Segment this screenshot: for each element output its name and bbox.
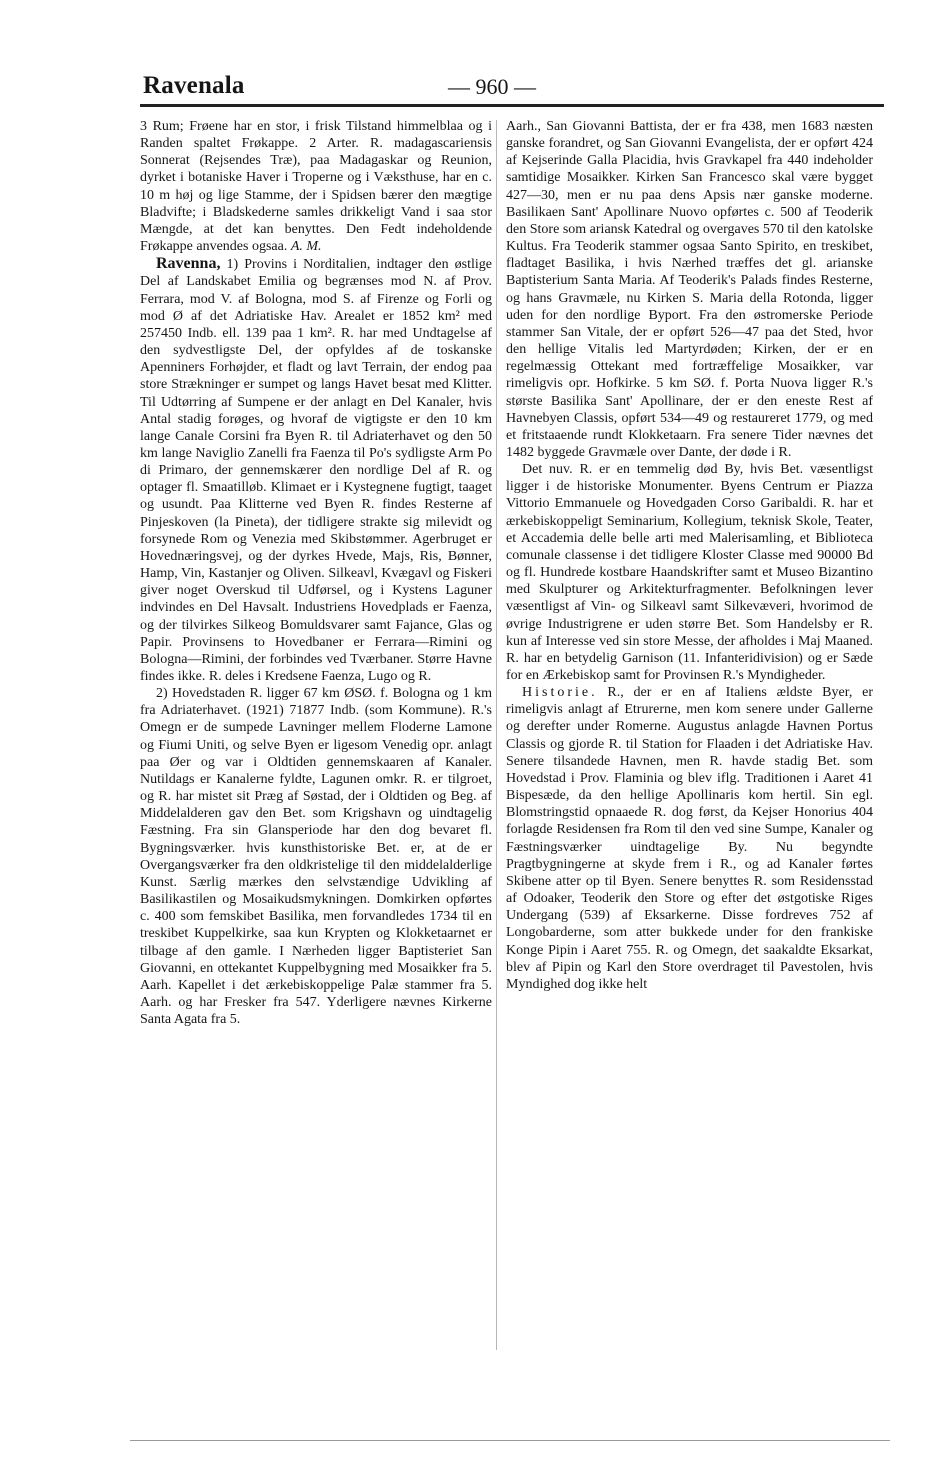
ravenna-entry: Ravenna, 1) Provins i Norditalien, indtager den østlige Del af Landskabet Emilia og begrænses mod N. af Prov. Ferrara, mod V. af Bologna, mod S. af Firenze og Forli og mod Ø af det Adriatiske Hav. Arealet er 1852 km² med 257450 Indb. ell. 139 paa 1 km². R. har med Undtagelse af den sydvestligste Del, der opfyldes af de toskanske Apenniners Forhøjder, et fladt og lavt Terrain, der endog paa store Strækninger er sumpet og langs Havet besat med Klitter. Til Udtørring af Sumpene er der anlagt en Del Kanaler, hvis Antal stadig forøges, og hvoraf de vigtigste er den 10 km lange Canale Corsini fra Byen R. til Adriaterhavet og den 50 km lange Naviglio Zanelli fra Faenza til Po's sydligste Arm Po di Primaro, der gennemskærer den nordlige Del af R. og optager fl. Smaatilløb. Klimaet er i Kystegnene fugtigt, taaget og usundt. Paa Klitterne ved Byen R. findes Resterne af Pinjeskoven (la Pineta), der tidligere strakte sig milevidt og forsynede Rom og Venezia med Skibstømmer. Agerbruget er Hovednæringsvej, og der dyrkes Hvede, Majs, Ris, Bønner, Hamp, Vin, Kastanjer og Oliven. Silkeavl, Kvægavl og Fiskeri giver noget Overskud til Udførsel, og i Kystens Laguner indvindes en Del Havsalt. Industriens Hovedplads er Faenza, og der tilvirkes Silkeog Bomuldsvarer samt Fajance, Glas og Papir. Provinsens to Hovedbaner er Ferrara—Rimini og Bologna—Rimini, der forbindes ved Tværbaner. Større Havne findes ikke. R. deles i Kredsene Faenza, Lugo og R.	[140, 255, 492, 684]
section-label-historie: Historie.	[522, 685, 598, 701]
ravenala-entry-end: 3 Rum; Frøene har en stor, i frisk Tilstand himmelblaa og i Randen spaltet Frøkappe. 2 Arter. R. madagascariensis Sonnerat (Rejsendes Træ), paa Madagaskar og Reunion, dyrket i botaniske Haver i Troperne og i Væksthuse, har en c. 10 m høj og lige Stamme, der i Spidsen bærer den mægtige Bladvifte; i Bladskederne samles drikkeligt Vand i saa stor Mængde, at det kan benyttes. Den Fedt indeholdende Frøkappe anvendes ogsaa. A. M.	[140, 119, 492, 255]
ravenna-city-paragraph: 2) Hovedstaden R. ligger 67 km ØSØ. f. Bologna og 1 km fra Adriaterhavet. (1921) 71877 Indb. (som Kommune). R.'s Omegn er de sumpede Lavninger mellem Floderne Lamone og Fiumi Uniti, og selve Byen er ligesom Venedig opr. anlagt paa Øer og var i Oldtiden gennemskaaren af Kanaler. Nutildags er Kanalerne fyldte, Lagunen omkr. R. er tilgroet, og R. har mistet sit Præg af Søstad, der i Oldtiden og Beg. af Middelalderen gav den Bet. som Krigshavn og uindtagelig Fæstning. Fra sin Glansperiode har den dog bevaret fl. Bygningsværker. hvis kunsthistoriske Bet. er, at de er Overgangsværker fra den oldkristelige til den middelalderlige Kunst. Særlig mærkes den selvstændige Udvikling af Basilikastilen og Mosaikudsmykningen. Domkirken opførtes c. 400 som femskibet Basilika, men forvandledes 1734 til en treskibet Kuppelkirke, saa kun Krypten og Klokketaarnet er tilbage af den gamle. I Nærheden ligger Baptisteriet San Giovanni, en ottekantet Kuppelbygning med Mosaikker fra 5. Aarh. Kapellet i det ærkebiskoppelige Palæ stammer fra 5. Aarh. og har Fresker fra 547. Yderligere nævnes Kirkerne Santa Agata fra 5.	[140, 686, 492, 1028]
column-divider	[496, 120, 497, 1350]
bottom-rule	[130, 1440, 890, 1441]
history-paragraph: Historie. R., der er en af Italiens ældste Byer, er rimeligvis anlagt af Etrurerne, men kom senere under Gallerne og derefter under Romerne. Augustus anlagde Havnen Portus Classis og gjorde R. til Station for Flaaden i det Adriatiske Hav. Senere tilsandede Havnen, men R. havde stadig Bet. som Hovedstad i Prov. Flaminia og blev iflg. Traditionen i Aaret 41 Bispesæde, da den hellige Apollinaris kom hertil. Sin egl. Blomstringstid opnaaede R. dog først, da Kejser Honorius 404 forlagde Residensen fra Rom til den ved sine Sumpe, Kanaler og Fæstningsværker uindtagelige By. Nu begyndte Pragtbygningerne at skyde frem i R., og ad Kanaler førtes Skibene atter op til Byen. Senere benyttes R. som Residensstad af Odoaker, Teoderik den Store og efter det østgotiske Riges Undergang (539) af Eksarkerne. Disse fordreves 752 af Longobarderne, som atter bukkede under for den frankiske Konge Pipin i Aaret 755. R. og Omegn, det saakaldte Eksarkat, blev af Pipin og Karl den Store overdraget til Pavestolen, hvis Myndighed dog ikke helt	[506, 685, 874, 992]
monuments-paragraph: Aarh., San Giovanni Battista, der er fra 438, men 1683 næsten ganske forandret, og San Giovanni Evangelista, der er opført 424 af Kejserinde Galla Placidia, hvis Gravkapel fra 440 indeholder samtidige Mosaikker. Kirken San Francesco skal være bygget 427—30, men er nu paa dens Apsis nær ganske moderne. Basilikaen Sant' Apollinare Nuovo opførtes c. 500 af Teoderik den Store som ariansk Katedral og overgaves 570 til den katolske Kultus. Fra Teoderik stammer ogsaa Santo Spirito, en treskibet, fladtaget Basilika, i hvis Nærhed træffes det gl. arianske Baptisterium Santa Maria. Af Teoderik's Palads findes Resterne, og hans Gravmæle, nu Kirken S. Maria della Rotonda, ligger uden for den nordlige Byport. Fra den østromerske Periode stammer San Vitale, der er opført 526—47 paa det Sted, hvor den hellige Vitalis led Martyrdøden; Kirken, der er en regelmæssig Ottekant med fortræffelige Mosaikker, var rimeligvis opr. Hofkirke. 5 km SØ. f. Porta Nuova ligger R.'s største Basilika Sant' Apollinare, der er den eneste Rest af Havnebyen Classis, opført 534—49 og restaureret 1779, og med et fritstaaende rundt Klokketaarn. Fra senere Tider nævnes det 1482 byggede Gravmæle over Dante, der døde i R.	[506, 119, 873, 460]
lemma-ravenna: Ravenna,	[156, 255, 221, 273]
page-number: — 960 —	[448, 74, 536, 99]
modern-city-paragraph: Det nuv. R. er en temmelig død By, hvis Bet. væsentligst ligger i de historiske Monumenter. Byens Centrum er Piazza Vittorio Emmanuele og Hovedgaden Corso Garibaldi. R. har et ærkebiskoppeligt Seminarium, Kollegium, teknisk Skole, Teater, et Accademia delle belle arti med Malerisamling, et Biblioteca comunale classense i det tidligere Kloster Classe med 90000 Bd og fl. Hundrede kostbare Haandskrifter samt et Museo Bizantino med Skulpturer og Arkitekturfragmenter. Befolkningen lever væsentligst af Vin- og Silkeavl samt Silkevæveri, hvorimod de øvrige Industrigrene er uden større Bet. Som Handelsby er R. kun af Interesse ved sin store Messe, der afholdes i Maj Maaned. R. har en betydelig Garnison (11. Infanteridivision) og er Sæde for en Ærkebiskop samt for Provinsen R.'s Myndigheder.	[506, 462, 873, 683]
header-rule	[140, 104, 884, 107]
right-column	[506, 118, 873, 993]
left-column	[140, 118, 492, 1028]
running-headword: Ravenala	[143, 72, 245, 99]
author-signature: A. M.	[290, 239, 322, 255]
